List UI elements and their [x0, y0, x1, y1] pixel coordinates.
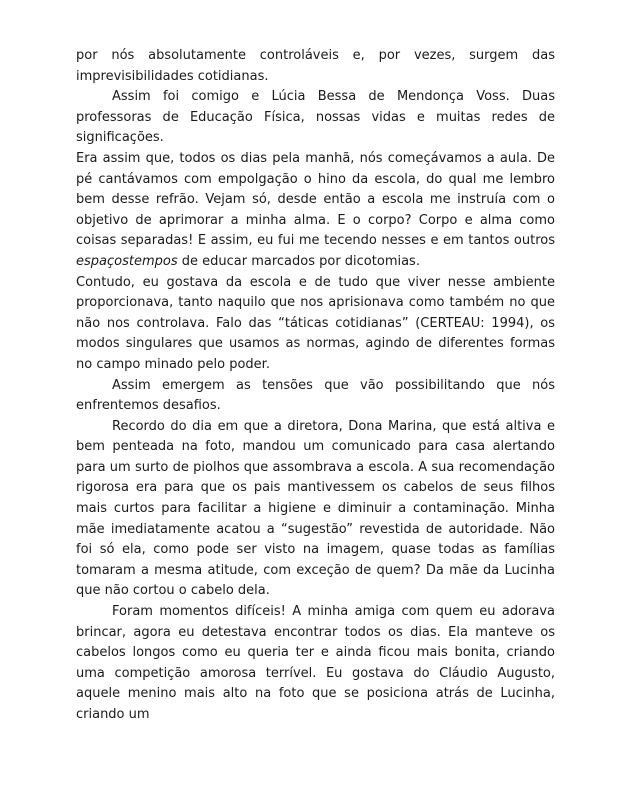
- paragraph-6: [76, 417, 555, 602]
- document-page: [76, 46, 555, 726]
- paragraph-3-text: Era assim que, todos os dias pela manhã, nós começávamos a aula. De pé cantávamos com empolgação o hino da escola, do qual me lembro bem desse refrão. Vejam só, desde então a escola me instruía com o objetivo de aprimorar a minha alma. E o corpo? Corpo e alma como coisas separadas! E assim, eu fui me tecendo nesses e em tantos outros: [76, 150, 555, 249]
- paragraph-7-text: Foram momentos difíceis! A minha amiga com quem eu adorava brincar, agora eu detestava encontrar todos os dias. Ela manteve os cabelos longos como eu queria ter e ainda ficou mais bonita, criando uma competição amorosa terrível. Eu gostava do Cláudio Augusto, aquele menino mais alto na foto que se posiciona atrás de Lucinha, criando um: [76, 604, 555, 722]
- paragraph-1-text: por nós absolutamente controláveis e, por vezes, surgem das imprevisibilidades cotidianas.: [76, 48, 555, 84]
- paragraph-4: [76, 273, 555, 376]
- paragraph-6-text: Recordo do dia em que a diretora, Dona Marina, que está altiva e bem penteada na foto, mandou um comunicado para casa alertando para um surto de piolhos que assombrava a escola. A sua recomendação rigorosa era para que os pais mantivessem os cabelos de seus filhos mais curtos para facilitar a higiene e diminuir a contaminação. Minha mãe imediatamente acatou a “sugestão” revestida de autoridade. Não foi só ela, como pode ser visto na imagem, quase todas as famílias tomaram a mesma atitude, com exceção de quem? Da mãe da Lucinha que não cortou o cabelo dela.: [76, 418, 555, 599]
- paragraph-2: [76, 87, 555, 149]
- paragraph-2-text: Assim foi comigo e Lúcia Bessa de Mendonça Voss. Duas professoras de Educação Física, nossas vidas e muitas redes de significações.: [76, 89, 555, 146]
- paragraph-4-text: Contudo, eu gostava da escola e de tudo que viver nesse ambiente proporcionava, tanto naquilo que nos aprisionava como também no que não nos controlava. Falo das “táticas cotidianas” (CERTEAU: 1994), os modos singulares que usamos as normas, agindo de diferentes formas no campo minado pelo poder.: [76, 274, 555, 372]
- paragraph-1: [76, 46, 555, 87]
- paragraph-5: [76, 376, 555, 417]
- paragraph-3-italic-term: espaçostempos: [76, 253, 178, 269]
- paragraph-3-text-end: de educar marcados por dicotomias.: [177, 253, 420, 269]
- paragraph-5-text: Assim emergem as tensões que vão possibilitando que nós enfrentemos desafios.: [76, 377, 555, 414]
- paragraph-3: [76, 149, 555, 273]
- paragraph-7: [76, 602, 555, 726]
